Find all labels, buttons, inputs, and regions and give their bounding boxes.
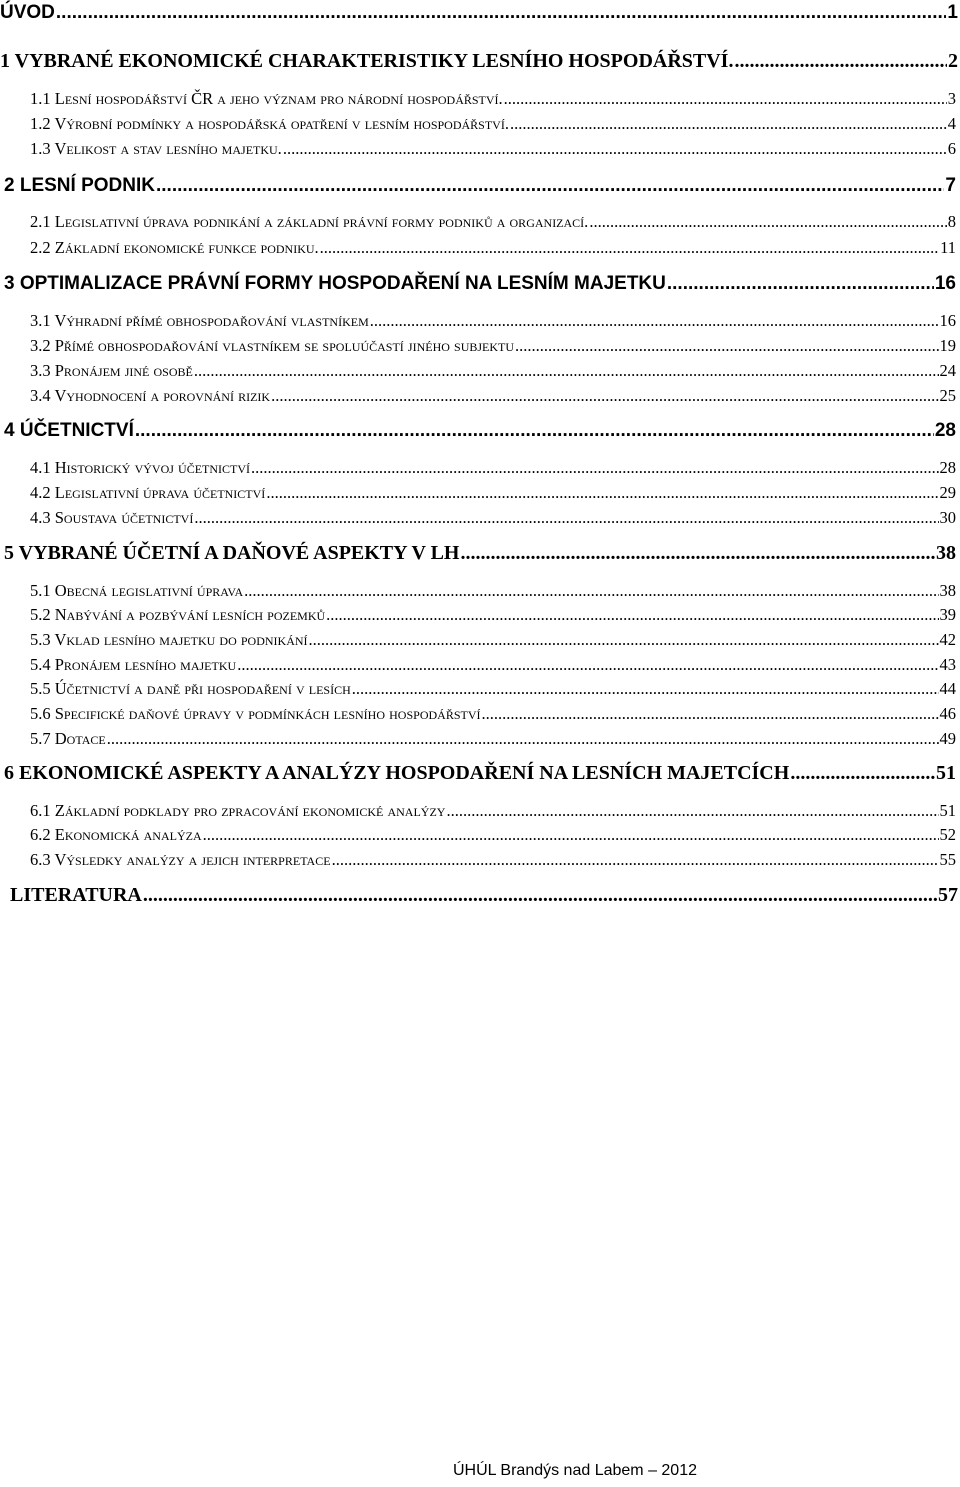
toc-leader xyxy=(510,114,947,134)
toc-title: 6 EKONOMICKÉ ASPEKTY A ANALÝZY HOSPODAŘENÍ NA LESNÍCH MAJETCÍCH xyxy=(4,762,790,784)
toc-entry-ch5-1[interactable] xyxy=(30,581,956,601)
toc-title: 5 VYBRANÉ ÚČETNÍ A DAŇOVÉ ASPEKTY V LH xyxy=(4,542,460,564)
toc-title: 3.4 Vyhodnocení a porovnání rizik xyxy=(30,386,271,405)
toc-leader xyxy=(460,542,935,565)
toc-title: 3.1 Výhradní přímé obhospodařování vlastníkem xyxy=(30,311,369,330)
toc-page: 16 xyxy=(934,273,956,294)
toc-page: 57 xyxy=(938,884,958,906)
toc-leader xyxy=(266,483,938,503)
toc-leader xyxy=(251,458,938,478)
toc-page: 46 xyxy=(939,704,956,723)
toc-page: 25 xyxy=(939,386,956,405)
toc-page: 43 xyxy=(939,655,956,674)
toc-page: 49 xyxy=(939,729,956,748)
toc-leader xyxy=(446,801,938,821)
toc-page: 39 xyxy=(939,605,956,624)
toc-leader xyxy=(320,238,939,258)
toc-title: 5.2 Nabývání a pozbývání lesních pozemků xyxy=(30,605,326,624)
toc-page: 4 xyxy=(947,114,956,133)
toc-entry-ch6-2[interactable] xyxy=(30,825,956,845)
toc-leader xyxy=(790,762,935,785)
toc-leader xyxy=(326,605,938,625)
toc-title: 4.3 Soustava účetnictví xyxy=(30,508,194,527)
toc-entry-ch5-6[interactable] xyxy=(30,704,956,724)
toc-page: 44 xyxy=(939,679,956,698)
toc-leader xyxy=(309,630,939,650)
toc-leader xyxy=(194,361,939,381)
toc-entry-ch3-4[interactable] xyxy=(30,386,956,406)
toc-entry-ch2[interactable] xyxy=(4,175,956,197)
toc-title: 6.1 Základní podklady pro zpracování ekonomické analýzy xyxy=(30,801,446,820)
toc-leader xyxy=(56,2,947,24)
toc-page: 2 xyxy=(948,50,958,72)
toc-page: 24 xyxy=(939,361,956,380)
toc-entry-ch5[interactable] xyxy=(4,542,956,565)
toc-title: 3.2 Přímé obhospodařování vlastníkem se spoluúčastí jiného subjektu xyxy=(30,336,515,355)
toc-page: 16 xyxy=(939,311,956,330)
toc-page: 30 xyxy=(939,508,956,527)
toc-title: 1.2 Výrobní podmínky a hospodářská opatření v lesním hospodářství. xyxy=(30,114,509,133)
toc-entry-literatura[interactable] xyxy=(10,884,958,907)
toc-leader xyxy=(589,212,946,232)
toc-title: 5.3 Vklad lesního majetku do podnikání xyxy=(30,630,308,649)
toc-title: 5.5 Účetnictví a daně při hospodaření v lesích xyxy=(30,679,351,698)
toc-leader xyxy=(734,50,947,73)
toc-title: 6.2 Ekonomická analýza xyxy=(30,825,202,844)
toc-title: 3 OPTIMALIZACE PRÁVNÍ FORMY HOSPODAŘENÍ NA LESNÍM MAJETKU xyxy=(4,273,666,294)
toc-leader xyxy=(482,704,939,724)
toc-title: 4.1 Historický vývoj účetnictví xyxy=(30,458,251,477)
toc-title: 2.1 Legislativní úprava podnikání a základní právní formy podniků a organizací. xyxy=(30,212,589,231)
toc-leader xyxy=(370,311,939,331)
toc-leader xyxy=(283,139,947,159)
footer-text: ÚHÚL Brandýs nad Labem – 2012 xyxy=(453,1462,697,1479)
toc-page: 28 xyxy=(934,420,956,441)
toc-page: 52 xyxy=(939,825,956,844)
toc-entry-ch1-3[interactable] xyxy=(30,139,956,159)
toc-title: 1.3 Velikost a stav lesního majetku. xyxy=(30,139,282,158)
toc-title: 1.1 Lesní hospodářství ČR a jeho význam pro národní hospodářství. xyxy=(30,89,503,108)
toc-entry-uvod[interactable] xyxy=(0,2,958,24)
toc-title: LITERATURA xyxy=(10,884,142,906)
toc-entry-ch1[interactable] xyxy=(0,50,958,73)
toc-title: 5.1 Obecná legislativní úprava xyxy=(30,581,244,600)
toc-page: 51 xyxy=(939,801,956,820)
toc-entry-ch3-2[interactable] xyxy=(30,336,956,356)
toc-title: 5.4 Pronájem lesního majetku xyxy=(30,655,237,674)
toc-entry-ch5-3[interactable] xyxy=(30,630,956,650)
toc-entry-ch4[interactable] xyxy=(4,420,956,442)
toc-entry-ch5-4[interactable] xyxy=(30,655,956,675)
toc-entry-ch3-1[interactable] xyxy=(30,311,956,331)
toc-leader xyxy=(515,336,938,356)
toc-page: 7 xyxy=(945,175,956,196)
toc-entry-ch1-2[interactable] xyxy=(30,114,956,134)
toc-page: 28 xyxy=(939,458,956,477)
toc-entry-ch3[interactable] xyxy=(4,273,956,295)
toc-page: 1 xyxy=(947,2,958,23)
toc-title: ÚVOD xyxy=(0,2,55,23)
toc-entry-ch3-3[interactable] xyxy=(30,361,956,381)
toc-page: 8 xyxy=(947,212,956,231)
toc-title: 4 ÚČETNICTVÍ xyxy=(4,420,134,441)
toc-leader xyxy=(352,679,939,699)
toc-page: 55 xyxy=(939,850,956,869)
toc-page: 19 xyxy=(939,336,956,355)
toc-page: 11 xyxy=(940,238,956,257)
toc-page: 3 xyxy=(947,89,956,108)
toc-leader xyxy=(143,884,937,907)
toc-page: 38 xyxy=(939,581,956,600)
toc-entry-ch4-3[interactable] xyxy=(30,508,956,528)
toc-title: 6.3 Výsledky analýzy a jejich interpretace xyxy=(30,850,331,869)
toc-leader xyxy=(203,825,939,845)
toc-page: 38 xyxy=(936,542,956,564)
toc-entry-ch2-1[interactable] xyxy=(30,212,956,232)
toc-leader xyxy=(244,581,938,601)
toc-page: 29 xyxy=(939,483,956,502)
toc-title: 1 VYBRANÉ EKONOMICKÉ CHARAKTERISTIKY LESNÍHO HOSPODÁŘSTVÍ. xyxy=(0,50,734,72)
toc-entry-ch4-1[interactable] xyxy=(30,458,956,478)
toc-entry-ch2-2[interactable] xyxy=(30,238,956,258)
toc-entry-ch5-7[interactable] xyxy=(30,729,956,749)
toc-title: 2 LESNÍ PODNIK xyxy=(4,175,155,196)
toc-leader xyxy=(135,420,934,442)
toc-leader xyxy=(667,273,934,295)
toc-leader xyxy=(271,386,938,406)
toc-title: 2.2 Základní ekonomické funkce podniku. xyxy=(30,238,319,257)
toc-entry-ch6[interactable] xyxy=(4,762,956,785)
toc-title: 5.7 Dotace xyxy=(30,729,106,748)
toc-entry-ch5-5[interactable] xyxy=(30,679,956,699)
toc-leader xyxy=(237,655,938,675)
toc-leader xyxy=(107,729,939,749)
toc-leader xyxy=(504,89,947,109)
toc-leader xyxy=(194,508,938,528)
toc-page: 51 xyxy=(936,762,956,784)
toc-entry-ch6-1[interactable] xyxy=(30,801,956,821)
page-footer xyxy=(0,1462,960,1480)
toc-entry-ch4-2[interactable] xyxy=(30,483,956,503)
toc-title: 5.6 Specifické daňové úpravy v podmínkách lesního hospodářství xyxy=(30,704,481,723)
toc-title: 3.3 Pronájem jiné osobě xyxy=(30,361,193,380)
toc-leader xyxy=(332,850,939,870)
toc-page: 42 xyxy=(939,630,956,649)
toc-page: 6 xyxy=(947,139,956,158)
toc-entry-ch5-2[interactable] xyxy=(30,605,956,625)
toc-title: 4.2 Legislativní úprava účetnictví xyxy=(30,483,266,502)
toc-entry-ch1-1[interactable] xyxy=(30,89,956,109)
toc-entry-ch6-3[interactable] xyxy=(30,850,956,870)
toc-leader xyxy=(156,175,944,197)
